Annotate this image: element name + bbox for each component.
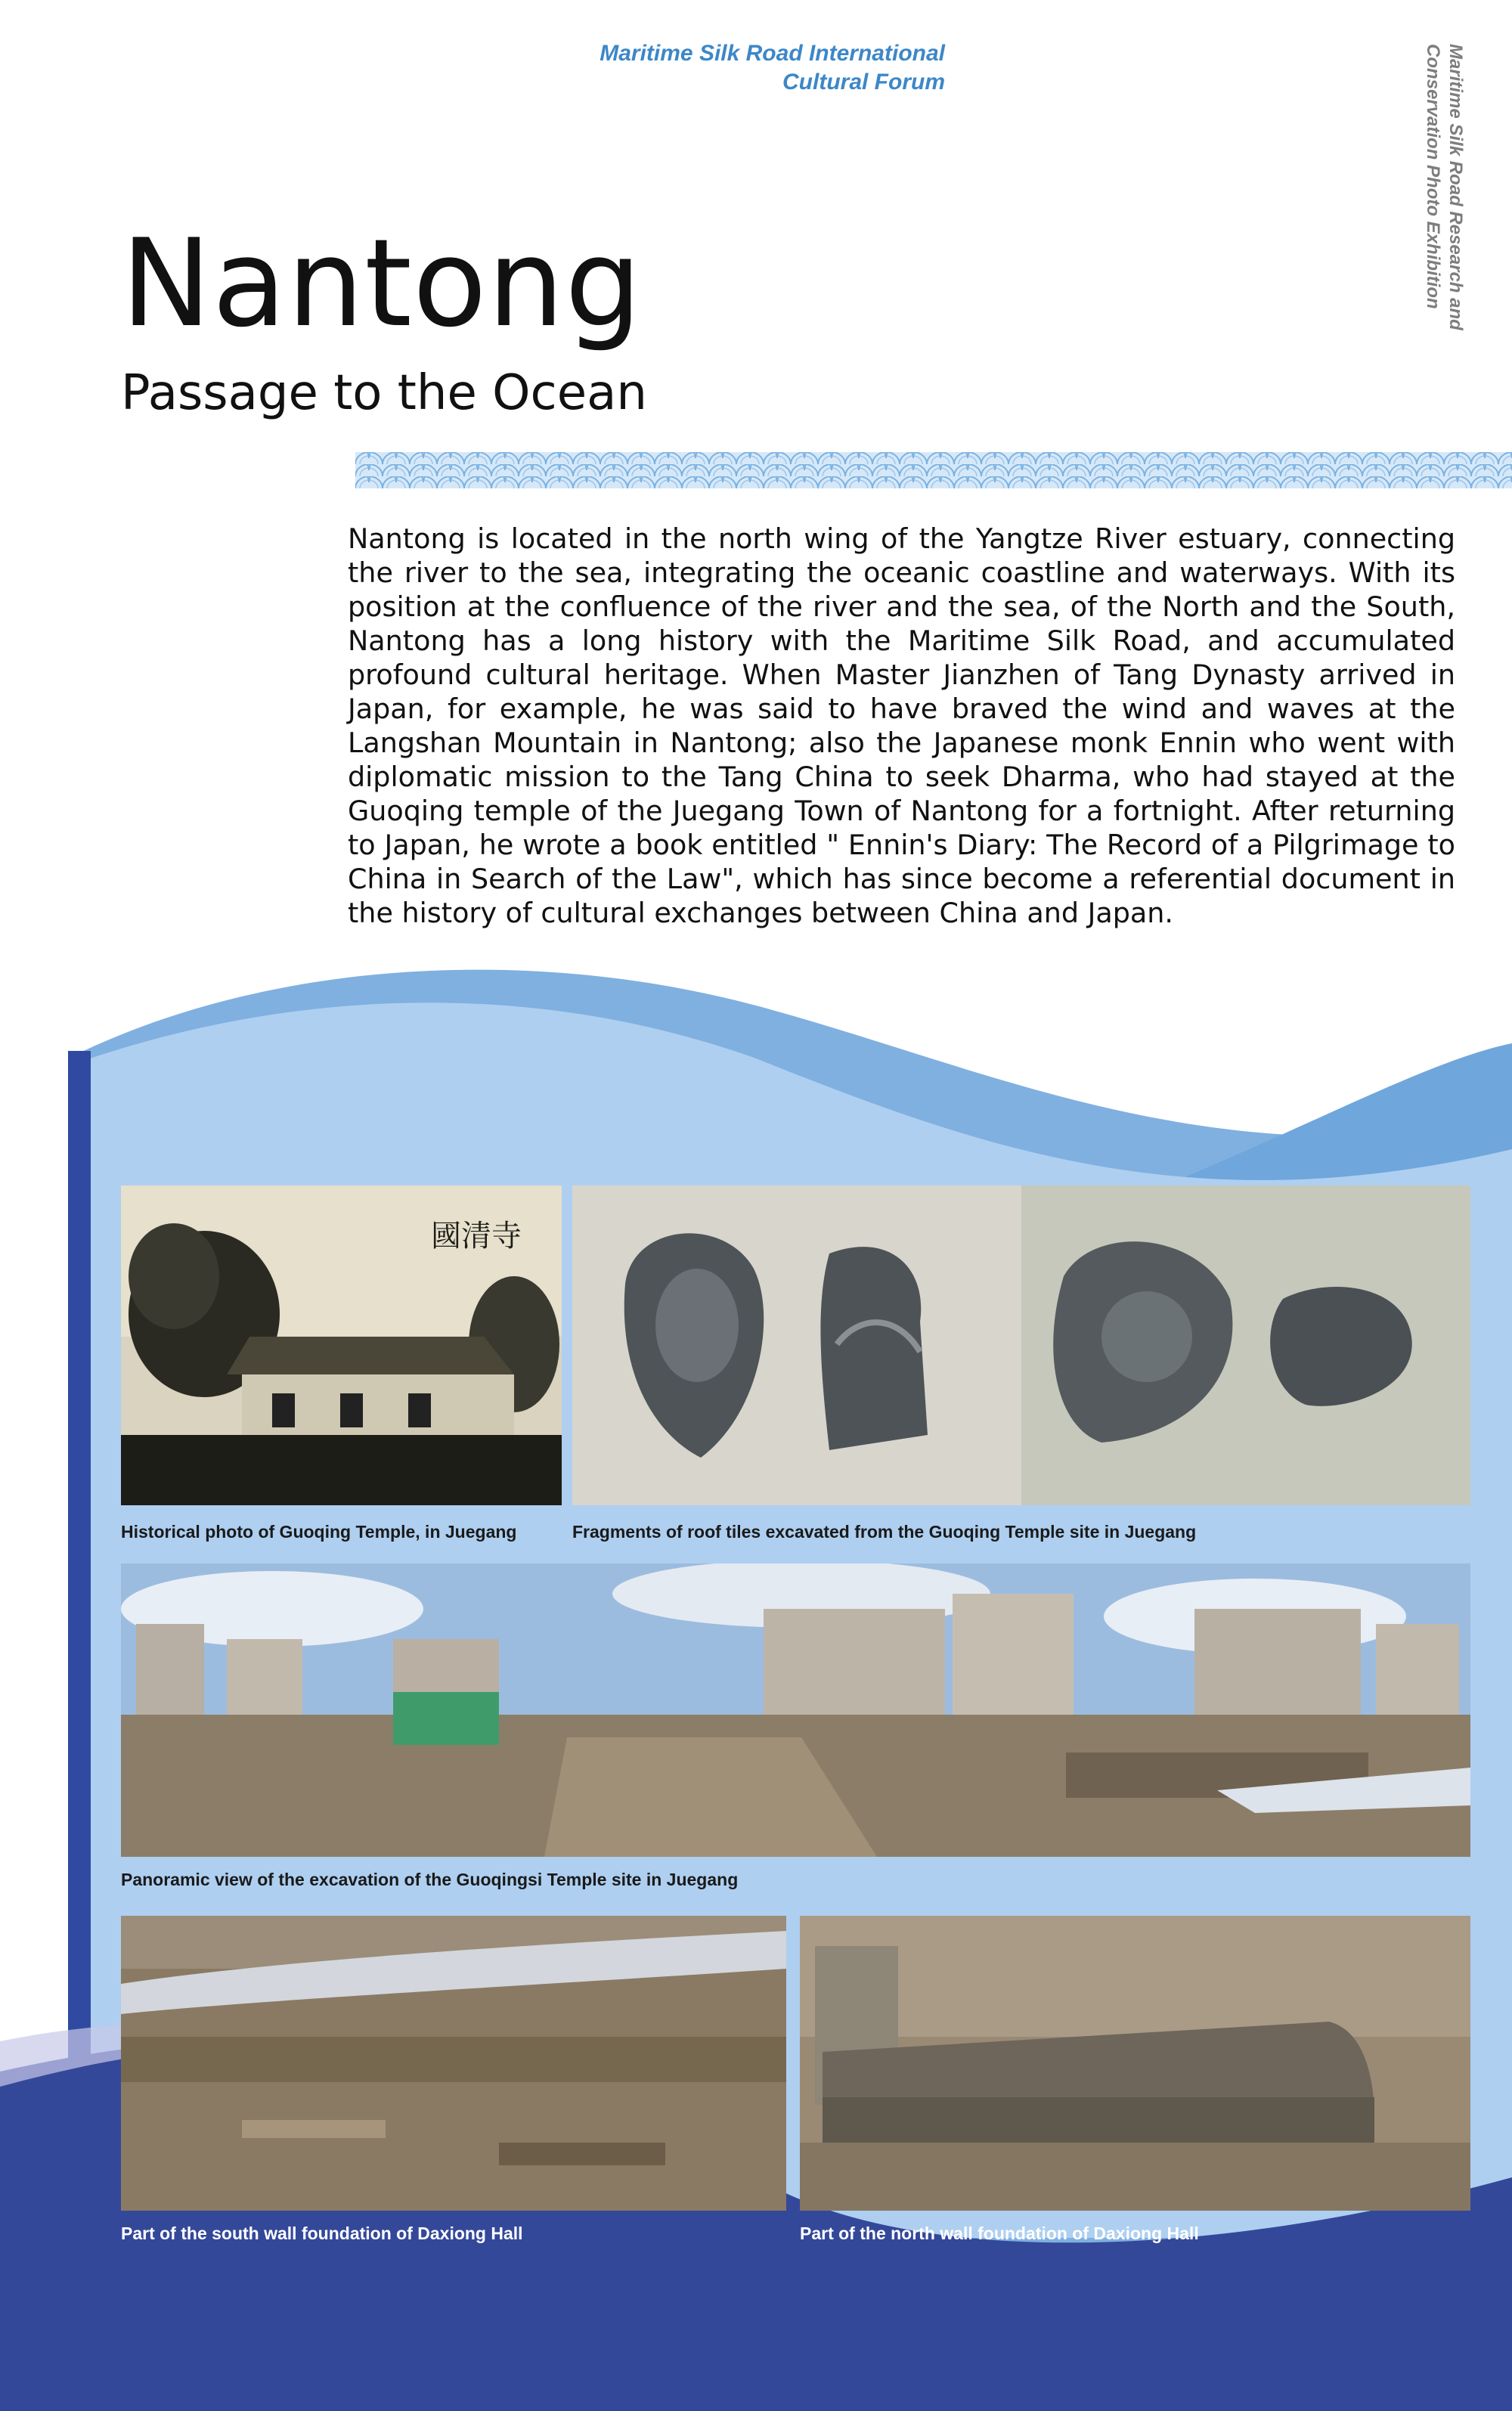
exhibition-title-line2: Conservation Photo Exhibition xyxy=(1423,44,1443,309)
north-wall-foundation-photo xyxy=(800,1916,1470,2211)
caption-panorama: Panoramic view of the excavation of the Guoqingsi Temple site in Juegang xyxy=(121,1870,739,1889)
intro-paragraph: Nantong is located in the north wing of the Yangtze River estuary, connecting the river to the sea, integrating the oceanic coastline and waterways. With its position at the confluence of the river and the sea, of the North and the South, Nantong has a long history with the Maritime Silk Road, and accumulated profound cultural heritage. When Master Jianzhen of Tang Dynasty arrived in Japan, for example, he was said to have braved the wind and waves at the Langshan Mountain in Nantong; also the Japanese monk Ennin who went with diplomatic mission to the Tang China to seek Dharma, who had stayed at the Guoqing temple of the Juegang Town of Nantong for a fortnight. After returning to Japan, he wrote a book entitled " Ennin's Diary: The Record of a Pilgrimage to China in Search of the Law", which has since become a referential document in the history of cultural exchanges between China and Japan. xyxy=(348,522,1455,929)
page-subtitle: Passage to the Ocean xyxy=(121,365,647,421)
caption-roof-tiles: Fragments of roof tiles excavated from the Guoqing Temple site in Juegang xyxy=(572,1522,1197,1542)
forum-title xyxy=(454,39,945,97)
caption-south-wall: Part of the south wall foundation of Daxiong Hall xyxy=(121,2224,523,2243)
page-title: Nantong xyxy=(121,212,643,354)
caption-historical-photo: Historical photo of Guoqing Temple, in Juegang xyxy=(121,1522,517,1542)
exhibition-title xyxy=(1421,44,1467,346)
historical-temple-photo xyxy=(121,1185,562,1505)
forum-title-line2: Cultural Forum xyxy=(782,70,945,95)
excavation-panorama-photo xyxy=(121,1563,1470,1857)
caption-north-wall: Part of the north wall foundation of Daxiong Hall xyxy=(800,2224,1199,2243)
forum-title-line1: Maritime Silk Road International xyxy=(600,41,945,66)
roof-tile-fragments-photo xyxy=(572,1185,1470,1505)
temple-sign-text: 國清寺 xyxy=(431,1219,522,1254)
exhibition-title-line1: Maritime Silk Road Research and xyxy=(1445,44,1466,330)
decorative-wave-band xyxy=(355,452,1512,488)
south-wall-foundation-photo xyxy=(121,1916,786,2211)
